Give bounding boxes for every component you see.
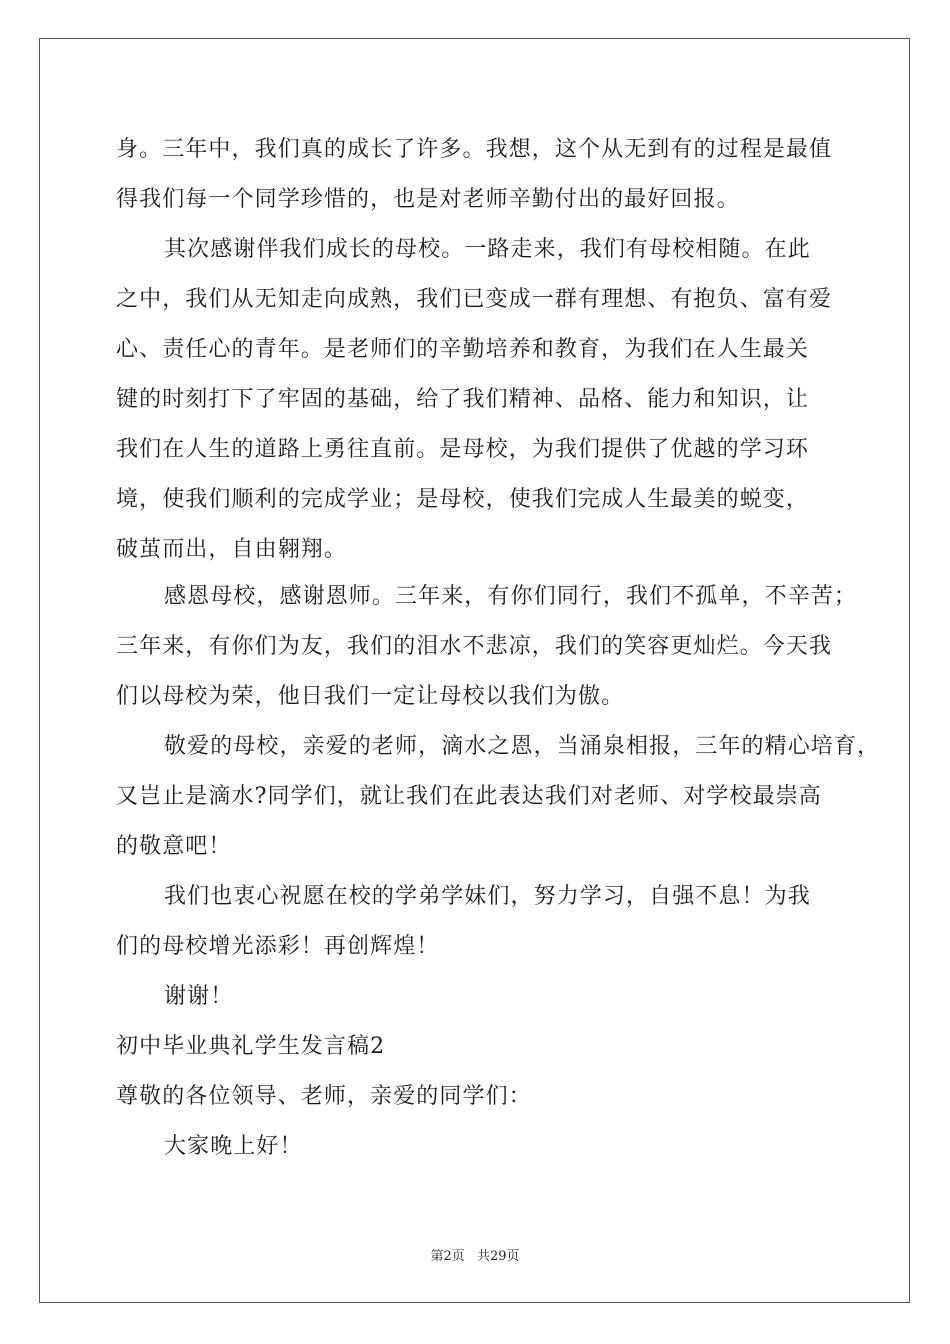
page-total: 共29页 <box>476 1249 520 1264</box>
text-line: 心、责任心的青年。是老师们的辛勤培养和教育，为我们在人生最关 <box>116 337 810 362</box>
text-line: 们以母校为荣，他日我们一定让母校以我们为傲。 <box>116 684 625 709</box>
paragraph-start: 感恩母校，感谢恩师。三年来，有你们同行，我们不孤单，不辛苦； <box>164 584 858 609</box>
paragraph-start: 敬爱的母校，亲爱的老师，滴水之恩，当涌泉相报，三年的精心培育， <box>164 734 881 759</box>
section-title: 初中毕业典礼学生发言稿2 <box>116 1034 386 1059</box>
text-line: 三年来，有你们为友，我们的泪水不悲凉，我们的笑容更灿烂。今天我 <box>116 634 833 659</box>
text-line: 境，使我们顺利的完成学业；是母校，使我们完成人生最美的蜕变， <box>116 487 810 512</box>
text-line: 得我们每一个同学珍惜的，也是对老师辛勤付出的最好回报。 <box>116 187 740 212</box>
text-line: 键的时刻打下了牢固的基础，给了我们精神、品格、能力和知识，让 <box>116 387 810 412</box>
text-line: 又岂止是滴水?同学们，就让我们在此表达我们对老师、对学校最崇高 <box>116 784 822 809</box>
text-line: 我们在人生的道路上勇往直前。是母校，为我们提供了优越的学习环 <box>116 437 810 462</box>
page-number: 第2页 <box>430 1249 465 1264</box>
text-line: 们的母校增光添彩！再创辉煌！ <box>116 934 440 959</box>
greeting: 大家晚上好！ <box>164 1134 303 1159</box>
paragraph-start: 我们也衷心祝愿在校的学弟学妹们，努力学习，自强不息！为我 <box>164 884 811 909</box>
text-line: 之中，我们从无知走向成熟，我们已变成一群有理想、有抱负、富有爱 <box>116 287 833 312</box>
page-footer <box>0 1245 950 1264</box>
closing-thanks: 谢谢！ <box>164 984 234 1009</box>
text-line: 身。三年中，我们真的成长了许多。我想，这个从无到有的过程是最值 <box>116 137 833 162</box>
paragraph-start: 其次感谢伴我们成长的母校。一路走来，我们有母校相随。在此 <box>164 237 811 262</box>
page-border <box>39 38 910 1303</box>
salutation: 尊敬的各位领导、老师，亲爱的同学们： <box>116 1084 532 1109</box>
text-line: 破茧而出，自由翱翔。 <box>116 537 348 562</box>
text-line: 的敬意吧！ <box>116 834 232 859</box>
